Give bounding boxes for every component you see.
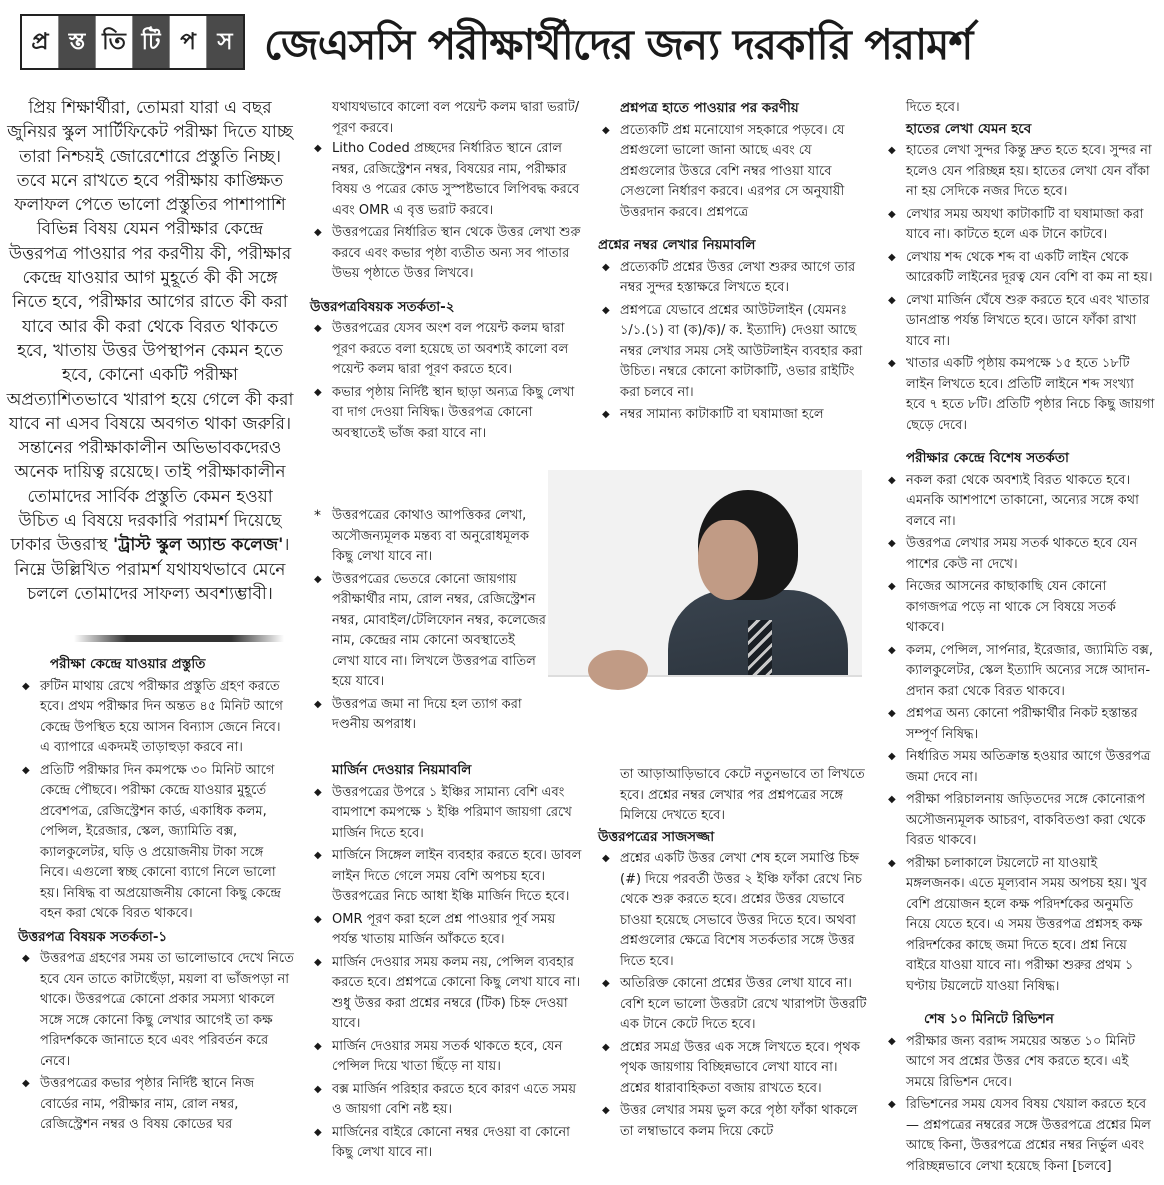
continued-text: তা আড়াআড়িভাবে কেটে নতুনভাবে তা লিখতে হবে। প্রশ্নের নম্বর লেখার পর প্রশ্নপত্রের সঙ্গে মিলিয়ে দেখতে হবে। xyxy=(620,767,865,823)
list-item: ◆ প্রতিটি পরীক্ষার দিন কমপক্ষে ৩০ মিনিট আগে কেন্দ্রে পৌছবে। পরীক্ষা কেন্দ্রে যাওয়ার মুহূর্তে প্রবেশপত্র, রেজিস্ট্রেশন কার্ড, একাধিক কলম, পেন্সিল, ইরেজার, স্কেল, জ্যামিতি বক্স, ক্যালকুলেটর, ঘড়ি ও প্রয়োজনীয় টাকা সঙ্গে নিবে। এগুলো স্বচ্ছ কোনো ব্যাগে নিলে ভালো হয়। নিষিদ্ধ বা অপ্রয়োজনীয় কোনো কিছু কেন্দ্রে বহন করা থেকে বিরত থাকবে। xyxy=(18,761,294,925)
list-item: ◆ পরীক্ষার জন্য বরাদ্দ সময়ের অন্তত ১০ মিনিট আগে সব প্রশ্নের উত্তর শেষ করতে হবে। এই সময়ে রিভিশন দেবে। xyxy=(884,1032,1156,1094)
section-title: প্রশ্নপত্র হাতে পাওয়ার পর করণীয় xyxy=(620,100,799,116)
list-item: ◆ মার্জিনে সিঙ্গেল লাইন ব্যবহার করতে হবে। ডাবল লাইন দিতে গেলে সময় বেশি অপচয় হবে। উত্তরপত্রের নিচে আধা ইঞ্চি মার্জিন দিতে হবে। xyxy=(310,846,582,908)
section-list xyxy=(310,139,582,285)
section-list xyxy=(598,258,870,426)
list-item: ◆ উত্তরপত্রের কভার পৃষ্ঠার নির্দিষ্ট স্থানে নিজ বোর্ডের নাম, পরীক্ষার নাম, রোল নম্বর, রেজিস্ট্রেশন নম্বর ও বিষয় কোডের ঘর xyxy=(18,1074,294,1136)
list-item: ◆ প্রশ্নের সমগ্র উত্তর এক সঙ্গে লিখতে হবে। পৃথক পৃথক জায়গায় বিচ্ছিন্নভাবে লেখা যাবে না। প্রশ্নের ধারাবাহিকতা বজায় রাখতে হবে। xyxy=(598,1038,870,1100)
tag-letter: টি xyxy=(133,16,170,68)
list-item: ◆ অতিরিক্ত কোনো প্রশ্নের উত্তর লেখা যাবে না। বেশি হলে ভালো উত্তরটা রেখে খারাপটা উত্তরটি এক টানে কেটে দিতে হবে। xyxy=(598,974,870,1036)
list-item: ◆ খাতার একটি পৃষ্ঠায় কমপক্ষে ১৫ হতে ১৮টি লাইন লিখতে হবে। প্রতিটি লাইনে শব্দ সংখ্যা হবে ৭ হতে ৮টি। প্রতিটি পৃষ্ঠার নিচে কিছু জায়গা ছেড়ে দেবে। xyxy=(884,354,1156,436)
section-list xyxy=(884,141,1156,436)
intro-text: প্রিয় শিক্ষার্থীরা, তোমরা যারা এ বছর জুনিয়র স্কুল সার্টিফিকেট পরীক্ষা দিতে যাচ্ছ তারা নিশ্চয়ই জোরেশোরে প্রস্তুতি নিচ্ছ। তবে মনে রাখতে হবে পরীক্ষায় কাঙ্ক্ষিত ফলাফল পেতে ভালো প্রস্তুতির পাশাপাশি বিভিন্ন বিষয় যেমন পরীক্ষার কেন্দ্রে উত্তরপত্র পাওয়ার পর করণীয় কী, পরীক্ষার কেন্দ্রে যাওয়ার আগ মুহূর্তে কী কী সঙ্গে নিতে হবে, পরীক্ষার আগের রাতে কী করা যাবে আর কী করা থেকে বিরত থাকতে হবে, খাতায় উত্তর উপস্থাপন কেমন হতে হবে, কোনো একটি পরীক্ষা অপ্রত্যাশিতভাবে খারাপ হয়ে গেলে কী করা যাবে না এসব বিষয়ে অবগত থাকা জরুরি। সন্তানের পরীক্ষাকালীন অভিভাবকদেরও অনেক দায়িত্ব রয়েছে। তাই পরীক্ষাকালীন তোমাদের সার্বিক প্রস্তুতি কেমন হওয়া উচিত এ বিষয়ে দরকারি পরামর্শ দিয়েছে ঢাকার উত্তরাস্থ xyxy=(6,98,294,556)
tag-letter: তি xyxy=(96,16,133,68)
section-title: মার্জিন দেওয়ার নিয়মাবলি xyxy=(332,762,472,778)
list-item: ◆ উত্তরপত্রের উপরে ১ ইঞ্চির সামান্য বেশি এবং বামপাশে কমপক্ষে ১ ইঞ্চি পরিমাণ জায়গা রেখে মার্জিন দিতে হবে। xyxy=(310,783,582,845)
list-item: ◆ পরীক্ষা চলাকালে টয়লেটে না যাওয়াই মঙ্গলজনক। এতে মূল্যবান সময় অপচয় হয়। খুব বেশি প্রয়োজন হলে কক্ষ পরিদর্শকের অনুমতি নিয়ে যেতে হবে। এ সময় উত্তরপত্র প্রশ্নসহ কক্ষ পরিদর্শকের কাছে জমা দিতে হবে। প্রশ্ন নিয়ে বাইরে যাওয়া যাবে না। পরীক্ষা শুরুর প্রথম ১ ঘণ্টায় টয়লেটে যাওয়া নিষিদ্ধ। xyxy=(884,854,1156,998)
list-item: ◆ উত্তরপত্রের ভেতরে কোনো জায়গায় পরীক্ষার্থীর নাম, রোল নম্বর, রেজিস্ট্রেশন নম্বর, মোবাইল/টেলিফোন নম্বর, কলেজের নাম, কেন্দ্রের নাম কোনো অবস্থাতেই লেখা যাবে না। লিখলে উত্তরপত্র বাতিল হয়ে যাবে। xyxy=(310,570,546,693)
tag-letter: প xyxy=(170,16,207,68)
section-list xyxy=(18,677,294,925)
section-list xyxy=(598,849,870,1142)
section-title: উত্তরপত্র বিষয়ক সতর্কতা-১ xyxy=(18,928,168,945)
list-item: ◆ হাতের লেখা সুন্দর কিন্তু দ্রুত হতে হবে। সুন্দর না হলেও যেন পরিচ্ছন্ন হয়। হাতের লেখা যেন বাঁকা না হয় সেদিকে নজর দিতে হবে। xyxy=(884,141,1156,203)
headline: জেএসসি পরীক্ষার্থীদের জন্য দরকারি পরামর্শ xyxy=(264,20,973,69)
intro-college: 'ট্রাস্ট স্কুল অ্যান্ড কলেজ' xyxy=(113,535,284,556)
list-item: * উত্তরপত্রের কোথাও আপত্তিকর লেখা, অসৌজন্যমূলক মন্তব্য বা অনুরোধমূলক কিছু লেখা যাবে না। xyxy=(310,506,546,568)
section-title: প্রশ্নের নম্বর লেখার নিয়মাবলি xyxy=(598,237,756,253)
list-item: ◆ উত্তরপত্র গ্রহণের সময় তা ভালোভাবে দেখে নিতে হবে যেন তাতে কাটাছেঁড়া, ময়লা বা ভাঁজপড়া না থাকে। উত্তরপত্রে কোনো প্রকার সমস্যা থাকলে সঙ্গে সঙ্গে কোনো কিছু লেখার আগেই তা কক্ষ পরিদর্শককে জানাতে হবে এবং পরিবর্তন করে নেবে। xyxy=(18,949,294,1072)
section-list xyxy=(310,783,582,1164)
list-item: ◆ লেখা মার্জিন ঘেঁষে শুরু করতে হবে এবং খাতার ডানপ্রান্ত পর্যন্ত লিখতে হবে। ডানে ফাঁকা রাখা যাবে না। xyxy=(884,291,1156,353)
section-title: পরীক্ষার কেন্দ্রে বিশেষ সতর্কতা xyxy=(906,450,1069,466)
list-item: ◆ প্রত্যেকটি প্রশ্ন মনোযোগ সহকারে পড়বে। যে প্রশ্নগুলো ভালো জানা আছে এবং যে প্রশ্নগুলোর উত্তরে বেশি নম্বর পাওয়া যাবে সেগুলো নির্ধারণ করবে। এরপর সে অনুযায়ী উত্তরদান করবে। প্রশ্নপত্রে xyxy=(598,121,870,224)
section-tag xyxy=(20,14,245,70)
list-item: ◆ মার্জিন দেওয়ার সময় সতর্ক থাকতে হবে, যেন পেন্সিল দিয়ে খাতা ছিঁড়ে না যায়। xyxy=(310,1037,582,1078)
divider xyxy=(74,635,284,642)
section-title: উত্তরপত্রবিষয়ক সতর্কতা-২ xyxy=(310,298,455,315)
list-item: ◆ কভার পৃষ্ঠায় নির্দিষ্ট স্থান ছাড়া অন্যত্র কিছু লেখা বা দাগ দেওয়া নিষিদ্ধ। উত্তরপত্র কোনো অবস্থাতেই ভাঁজ করা যাবে না। xyxy=(310,383,582,445)
column-2-margin xyxy=(310,760,582,1166)
intro-text-end: । নিম্নে উল্লিখিত পরামর্শ যথাযথভাবে মেনে চললে তোমাদের সাফল্য অবশ্যম্ভাবী। xyxy=(14,535,290,604)
list-item: ◆ প্রশ্নপত্রে যেভাবে প্রশ্নের আউটলাইন (যেমনঃ ১/১.(১) বা (ক)/ক)/ ক. ইত্যাদি) দেওয়া আছে নম্বর লেখার সময় সেই আউটলাইন ব্যবহার করা উচিত। নম্বরে কোনো কাটাকাটি, ওভার রাইটিং করা চলবে না। xyxy=(598,301,870,404)
intro-paragraph xyxy=(6,96,294,606)
list-item: ◆ নকল করা থেকে অবশ্যই বিরত থাকতে হবে। এমনকি আশপাশে তাকানো, অন্যের সঙ্গে কথা বলবে না। xyxy=(884,471,1156,533)
section-title: উত্তরপত্রের সাজসজ্জা xyxy=(598,828,715,845)
list-item: ◆ নম্বর সামান্য কাটাকাটি বা ঘষামাজা হলে xyxy=(598,405,870,426)
list-item: ◆ প্রশ্নপত্র অন্য কোনো পরীক্ষার্থীর নিকট হস্তান্তর সম্পূর্ণ নিষিদ্ধ। xyxy=(884,704,1156,745)
section-list xyxy=(598,121,870,224)
column-4 xyxy=(884,98,1156,1179)
section-title: শেষ ১০ মিনিটে রিভিশন xyxy=(924,1011,1054,1027)
tag-letter: স xyxy=(207,16,243,68)
section-title: পরীক্ষা কেন্দ্রে যাওয়ার প্রস্তুতি xyxy=(50,656,206,672)
list-item: ◆ মার্জিনের বাইরে কোনো নম্বর দেওয়া বা কোনো কিছু লেখা যাবে না। xyxy=(310,1123,582,1164)
list-item: ◆ উত্তর লেখার সময় ভুল করে পৃষ্ঠা ফাঁকা থাকলে তা লম্বাভাবে কলম দিয়ে কেটে xyxy=(598,1101,870,1142)
list-item: ◆ মার্জিন দেওয়ার সময় কলম নয়, পেন্সিল ব্যবহার করতে হবে। প্রশ্নপত্রে কোনো কিছু লেখা যাবে না। শুধু উত্তর করা প্রশ্নের নম্বরে (টিক) চিহ্ন দেওয়া যাবে। xyxy=(310,953,582,1035)
column-2-wrap xyxy=(310,506,546,738)
list-item: ◆ উত্তরপত্রের নির্ধারিত স্থান থেকে উত্তর লেখা শুরু করবে এবং কভার পৃষ্ঠা ব্যতীত অন্য সব পাতার উভয় পৃষ্ঠাতে উত্তর লিখবে। xyxy=(310,223,582,285)
column-3-bottom xyxy=(598,765,870,1144)
list-item: ◆ উত্তরপত্র লেখার সময় সতর্ক থাকতে হবে যেন পাশের কেউ না দেখে। xyxy=(884,534,1156,575)
student-photo xyxy=(548,470,862,745)
section-list xyxy=(310,319,582,444)
list-item: ◆ প্রশ্নের একটি উত্তর লেখা শেষ হলে সমাপ্তি চিহ্ন (#) দিয়ে পরবর্তী উত্তর ২ ইঞ্চি ফাঁকা রেখে নিচ থেকে শুরু করতে হবে। প্রশ্নের উত্তর যেভাবে চাওয়া হয়েছে সেভাবে উত্তর দিতে হবে। অথবা প্রশ্নগুলোর ক্ষেত্রে বিশেষ সতর্কতার সঙ্গে উত্তর দিতে হবে। xyxy=(598,849,870,972)
list-item: ◆ প্রত্যেকটি প্রশ্নের উত্তর লেখা শুরুর আগে তার নম্বর সুন্দর হস্তাক্ষরে লিখতে হবে। xyxy=(598,258,870,299)
lead-text: যথাযথভাবে কালো বল পয়েন্ট কলম দ্বারা ভরাট/পূরণ করবে। xyxy=(332,100,580,136)
list-item: ◆ নির্ধারিত সময় অতিক্রান্ত হওয়ার আগে উত্তরপত্র জমা দেবে না। xyxy=(884,747,1156,788)
list-item: ◆ লেখার সময় অযথা কাটাকাটি বা ঘষামাজা করা যাবে না। কাটতে হলে এক টানে কাটবে। xyxy=(884,205,1156,246)
list-item: ◆ উত্তরপত্রের যেসব অংশ বল পয়েন্ট কলম দ্বারা পূরণ করতে বলা হয়েছে তা অবশ্যই কালো বল পয়েন্ট কলম দ্বারা পূরণ করতে হবে। xyxy=(310,319,582,381)
column-2 xyxy=(310,98,582,446)
list-item: ◆ উত্তরপত্র জমা না দিয়ে হল ত্যাগ করা দণ্ডনীয় অপরাধ। xyxy=(310,695,546,736)
column-3 xyxy=(598,98,870,428)
list-item: ◆ বক্স মার্জিন পরিহার করতে হবে কারণ এতে সময় ও জায়গা বেশি নষ্ট হয়। xyxy=(310,1080,582,1121)
lead-text: দিতে হবে। xyxy=(906,100,960,115)
list-item: ◆ লেখায় শব্দ থেকে শব্দ বা একটি লাইন থেকে আরেকটি লাইনের দূরত্ব যেন বেশি বা কম না হয়। xyxy=(884,248,1156,289)
tag-letter: প্র xyxy=(22,16,59,68)
list-item: ◆ OMR পূরণ করা হলে প্রশ্ন পাওয়ার পূর্ব সময় পর্যন্ত খাতায় মার্জিন আঁকতে হবে। xyxy=(310,910,582,951)
list-item: ◆ Litho Coded প্রচ্ছদের নির্ধারিত স্থানে রোল নম্বর, রেজিস্ট্রেশন নম্বর, বিষয়ের নাম, পরীক্ষার বিষয় ও পত্রের কোড সুস্পষ্টভাবে লিপিবদ্ধ করবে এবং OMR এ বৃত্ত ভরাট করবে। xyxy=(310,139,582,221)
list-item: ◆ পরীক্ষা পরিচালনায় জড়িতদের সঙ্গে কোনোরূপ অসৌজন্যমূলক আচরণ, বাকবিতণ্ডা করা থেকে বিরত থাকবে। xyxy=(884,790,1156,852)
section-list xyxy=(310,506,546,736)
list-item: ◆ রিভিশনের সময় যেসব বিষয় খেয়াল করতে হবে— প্রশ্নপত্রের নম্বরের সঙ্গে উত্তরপত্রে প্রশ্নের মিল আছে কিনা, উত্তরপত্রে প্রশ্নের নম্বর নির্ভুল এবং পরিচ্ছন্নভাবে লেখা হয়েছে কিনা [চলবে] xyxy=(884,1095,1156,1177)
list-item: ◆ নিজের আসনের কাছাকাছি যেন কোনো কাগজপত্র পড়ে না থাকে সে বিষয়ে সতর্ক থাকবে। xyxy=(884,577,1156,639)
section-list xyxy=(884,471,1156,998)
section-list xyxy=(18,949,294,1136)
section-list xyxy=(884,1032,1156,1178)
section-title: হাতের লেখা যেমন হবে xyxy=(906,120,1032,137)
list-item: ◆ রুটিন মাথায় রেখে পরীক্ষার প্রস্তুতি গ্রহণ করতে হবে। প্রথম পরীক্ষার দিন অন্তত ৪৫ মিনিট আগে কেন্দ্রে উপস্থিত হয়ে আসন বিন্যাস জেনে নিবে। এ ব্যাপারে একদমই তাড়াহুড়া করবে না। xyxy=(18,677,294,759)
list-item: ◆ কলম, পেন্সিল, সার্পনার, ইরেজার, জ্যামিতি বক্স, ক্যালকুলেটর, স্কেল ইত্যাদি অন্যের সঙ্গে আদান-প্রদান করা থেকে বিরত থাকবে। xyxy=(884,641,1156,703)
tag-letter: স্ত xyxy=(59,16,96,68)
column-1 xyxy=(18,654,294,1138)
